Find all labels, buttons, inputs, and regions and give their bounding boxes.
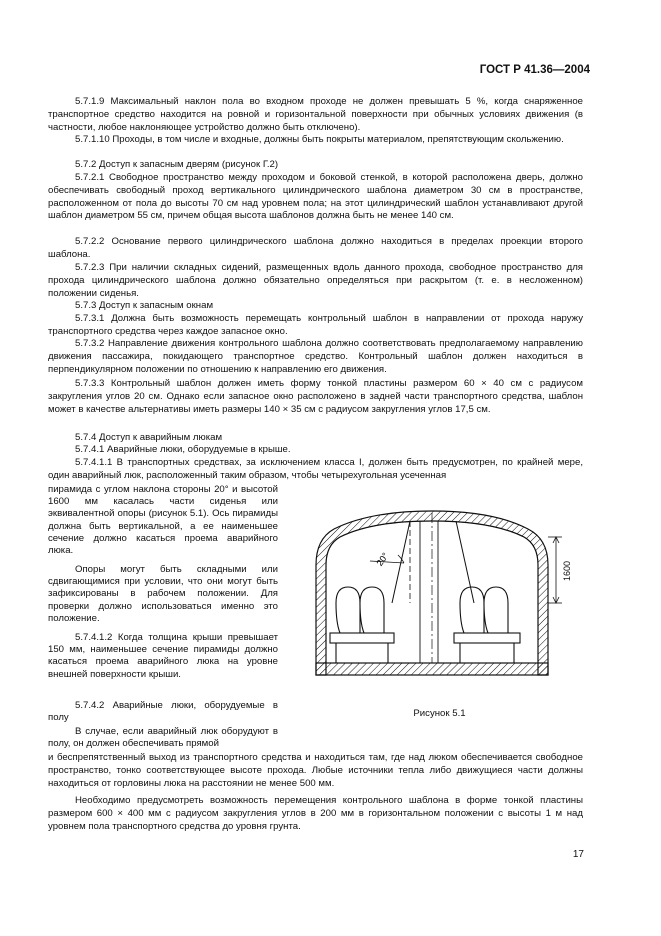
angle-label: 20° bbox=[374, 550, 391, 568]
paragraph-5-7-3-1: 5.7.3.1 Должна быть возможность перемещать контрольный шаблон в направлении от прохода наружу транспортного средства через каждое запасное окно. bbox=[48, 313, 583, 337]
paragraph-pyramid: пирамида с углом наклона стороны 20° и высотой 1600 мм касалась части сиденья или эквивалентной опоры (рисунок 5.1). Ось пирамиды должна быть вертикальной, а ее наименьшее сечение должно касаться проема аварийного люка. bbox=[48, 484, 278, 557]
page-header-standard: ГОСТ Р 41.36—2004 bbox=[479, 64, 590, 76]
bus-cross-section-drawing bbox=[300, 503, 583, 703]
heading-5-7-4-2: 5.7.4.2 Аварийные люки, оборудуемые в полу bbox=[48, 700, 278, 724]
angle-marker bbox=[370, 551, 404, 568]
paragraph-5-7-3-3: 5.7.3.3 Контрольный шаблон должен иметь форму тонкой пластины размером 60 × 40 см с радиусом закругления углов 20 см. Однако если запасное окно расположено в задней части транспортного средства, шаблон может в качестве альтернативы иметь размеры 140 × 35 см с радиусом закругления углов 17,5 см. bbox=[48, 378, 583, 415]
seat-right-pair bbox=[454, 587, 520, 663]
heading-5-7-3: 5.7.3 Доступ к запасным окнам bbox=[75, 300, 214, 311]
heading-5-7-4: 5.7.4 Доступ к аварийным люкам bbox=[75, 432, 223, 443]
seat-left-pair bbox=[330, 587, 394, 663]
page-number: 17 bbox=[572, 849, 584, 860]
figure-5-1 bbox=[300, 503, 583, 703]
paragraph-supports: Опоры могут быть складными или сдвигающимися при условии, что они могут быть зафиксированы в рабочем положении. Для проверки должно использоваться именно это положение. bbox=[48, 564, 278, 624]
paragraph-5-7-3-2: 5.7.3.2 Направление движения контрольного шаблона должно соответствовать предполагаемому направлению движения пассажира, покидающего транспортное средство. Контрольный шаблон должен находиться в перпендикулярном положении по отношению к направлению его движения. bbox=[48, 338, 583, 375]
height-dimension bbox=[548, 537, 572, 603]
paragraph-5-7-1-10: 5.7.1.10 Проходы, в том числе и входные, должны быть покрыты материалом, препятствующим скольжению. bbox=[75, 134, 564, 145]
height-label: 1600 bbox=[562, 560, 572, 582]
paragraph-5-7-1-9: 5.7.1.9 Максимальный наклон пола во входном проходе не должен превышать 5 %, когда снаряженное транспортное средство находится на ровной и горизонтальной поверхности при обычных условиях движения (в частности, любое наклоняющее устройство должно быть отключено). bbox=[48, 96, 583, 133]
paragraph-5-7-2-3: 5.7.2.3 При наличии складных сидений, размещенных вдоль данного прохода, свободное пространство для прохода цилиндрического шаблона должно обязательно определяться при раскрытом (т. е. в несложенном) положении сиденья. bbox=[48, 262, 583, 299]
figure-caption: Рисунок 5.1 bbox=[413, 708, 466, 719]
paragraph-floor-hatch-a: В случае, если аварийный люк оборудуют в полу, он должен обеспечивать прямой bbox=[48, 726, 278, 750]
paragraph-template: Необходимо предусмотреть возможность перемещения контрольного шаблона в форме тонкой пластины размером 600 × 400 мм с радиусом закругления углов в 200 мм в горизонтальном положении с высоты 1 м над уровнем пола транспортного средства до уровня грунта. bbox=[48, 795, 583, 832]
paragraph-floor-hatch-b: и беспрепятственный выход из транспортного средства и находиться там, где над люком обеспечивается свободное пространство, тонко соответствующее высоте прохода. Любые источники тепла либо движущиеся части должны находиться от горловины люка на расстоянии не менее 500 мм. bbox=[48, 752, 583, 789]
heading-5-7-2: 5.7.2 Доступ к запасным дверям (рисунок Г.2) bbox=[75, 159, 279, 170]
paragraph-5-7-4-1: 5.7.4.1 Аварийные люки, оборудуемые в крыше. bbox=[75, 444, 291, 455]
paragraph-5-7-4-1-1: 5.7.4.1.1 В транспортных средствах, за исключением класса I, должен быть предусмотрен, по крайней мере, один аварийный люк, расположенный таким образом, чтобы четырехугольная усеченная bbox=[48, 457, 583, 481]
paragraph-5-7-4-1-2: 5.7.4.1.2 Когда толщина крыши превышает 150 мм, наименьшее сечение пирамиды должно касаться проема аварийного люка на уровне внешней поверхности крыши. bbox=[48, 632, 278, 680]
paragraph-5-7-2-2: 5.7.2.2 Основание первого цилиндрического шаблона должно находиться в пределах проекции второго шаблона. bbox=[48, 236, 583, 260]
paragraph-5-7-2-1: 5.7.2.1 Свободное пространство между проходом и боковой стенкой, в которой расположена дверь, должно обеспечивать свободный проход вертикального цилиндрического шаблона диаметром 30 см в пространстве, расположенном от пола до высоты 70 см над уровнем пола; на этот цилиндрический шаблон устанавливают другой шаблон диаметром 55 см, причем общая высота шаблонов должна быть не менее 140 см. bbox=[48, 172, 583, 222]
vehicle-floor bbox=[316, 663, 548, 675]
